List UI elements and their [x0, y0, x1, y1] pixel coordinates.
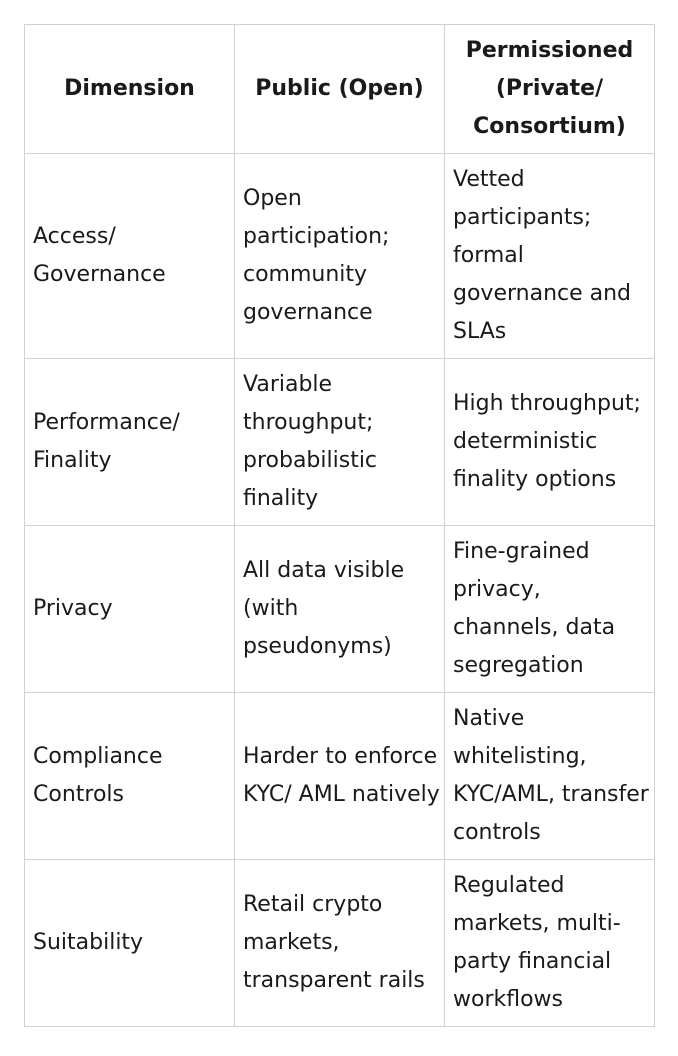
header-row: [25, 25, 655, 154]
cell-dimension: Performance/ Finality: [25, 359, 235, 526]
header-dimension: Dimension: [25, 25, 235, 154]
cell-dimension: Suitability: [25, 860, 235, 1027]
cell-public: Open participation; community governance: [235, 154, 445, 359]
cell-public: Variable throughput; probabilistic finality: [235, 359, 445, 526]
header-public: Public (Open): [235, 25, 445, 154]
table-row: [25, 860, 655, 1027]
cell-public: Retail crypto markets, transparent rails: [235, 860, 445, 1027]
table-row: [25, 526, 655, 693]
cell-public: All data visible (with pseudonyms): [235, 526, 445, 693]
cell-permissioned: High throughput; deterministic finality options: [445, 359, 655, 526]
comparison-table: [24, 24, 655, 1027]
table-row: [25, 359, 655, 526]
cell-public: Harder to enforce KYC/ AML natively: [235, 693, 445, 860]
cell-permissioned: Regulated markets, multi-party financial workflows: [445, 860, 655, 1027]
table-row: [25, 693, 655, 860]
table-row: [25, 154, 655, 359]
cell-dimension: Privacy: [25, 526, 235, 693]
cell-dimension: Access/ Governance: [25, 154, 235, 359]
cell-permissioned: Fine-grained privacy, channels, data segregation: [445, 526, 655, 693]
cell-dimension: Compliance Controls: [25, 693, 235, 860]
header-permissioned: Permissioned (Private/ Consortium): [445, 25, 655, 154]
cell-permissioned: Vetted participants; formal governance and SLAs: [445, 154, 655, 359]
cell-permissioned: Native whitelisting, KYC/AML, transfer controls: [445, 693, 655, 860]
